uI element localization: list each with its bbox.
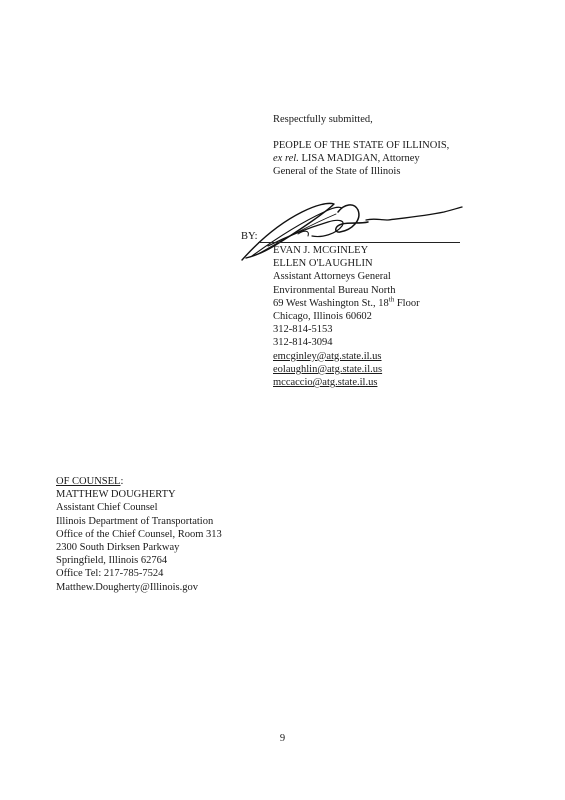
- signature-line: [258, 242, 460, 243]
- party-line-2-rest: LISA MADIGAN, Attorney: [298, 153, 420, 165]
- by-label: BY:: [241, 231, 258, 242]
- of-counsel-office: Office of the Chief Counsel, Room 313: [56, 528, 222, 540]
- of-counsel-city: Springfield, Illinois 62764: [56, 555, 168, 567]
- counsel-email-1-link[interactable]: emcginley@atg.state.il.us: [273, 350, 382, 362]
- of-counsel-title: Assistant Chief Counsel: [56, 502, 158, 514]
- counsel-name-1: EVAN J. MCGINLEY: [273, 245, 369, 256]
- of-counsel-heading: OF COUNSEL: [56, 476, 121, 487]
- counsel-phone-2: 312-814-3094: [273, 337, 333, 349]
- of-counsel-block: [56, 475, 222, 594]
- party-line-2: [273, 152, 449, 165]
- counsel-email-2-link[interactable]: eolaughlin@atg.state.il.us: [273, 363, 383, 375]
- of-counsel-phone: Office Tel: 217-785-7524: [56, 568, 164, 580]
- counsel-bureau: Environmental Bureau North: [273, 284, 396, 296]
- party-line-1: PEOPLE OF THE STATE OF ILLINOIS,: [273, 140, 450, 151]
- counsel-email-3-link[interactable]: mccaccio@atg.state.il.us: [273, 377, 378, 389]
- counsel-street-address: 69 West Washington St., 18th Floor: [273, 295, 420, 309]
- floor-ordinal-superscript: th: [388, 295, 395, 304]
- closing-text: [273, 113, 373, 126]
- party-line-3: General of the State of Illinois: [273, 166, 401, 178]
- counsel-title: Assistant Attorneys General: [273, 271, 391, 283]
- of-counsel-street: 2300 South Dirksen Parkway: [56, 542, 180, 554]
- counsel-name-2: ELLEN O'LAUGHLIN: [273, 258, 373, 270]
- of-counsel-heading-line: OF COUNSEL:: [56, 476, 124, 487]
- of-counsel-email-link[interactable]: Matthew.Dougherty@Illinois.gov: [56, 581, 198, 593]
- of-counsel-agency: Illinois Department of Transportation: [56, 515, 214, 527]
- page-number: 9: [279, 733, 286, 744]
- counsel-phone-1: 312-814-5153: [273, 324, 333, 336]
- counsel-block: [273, 244, 420, 389]
- counsel-city-address: Chicago, Illinois 60602: [273, 311, 372, 323]
- ex-rel-italic: ex rel.: [273, 153, 299, 165]
- respectfully-submitted: Respectfully submitted,: [273, 114, 373, 125]
- of-counsel-name: MATTHEW DOUGHERTY: [56, 489, 176, 501]
- signature-area: [238, 190, 468, 252]
- party-name-block: [273, 139, 449, 179]
